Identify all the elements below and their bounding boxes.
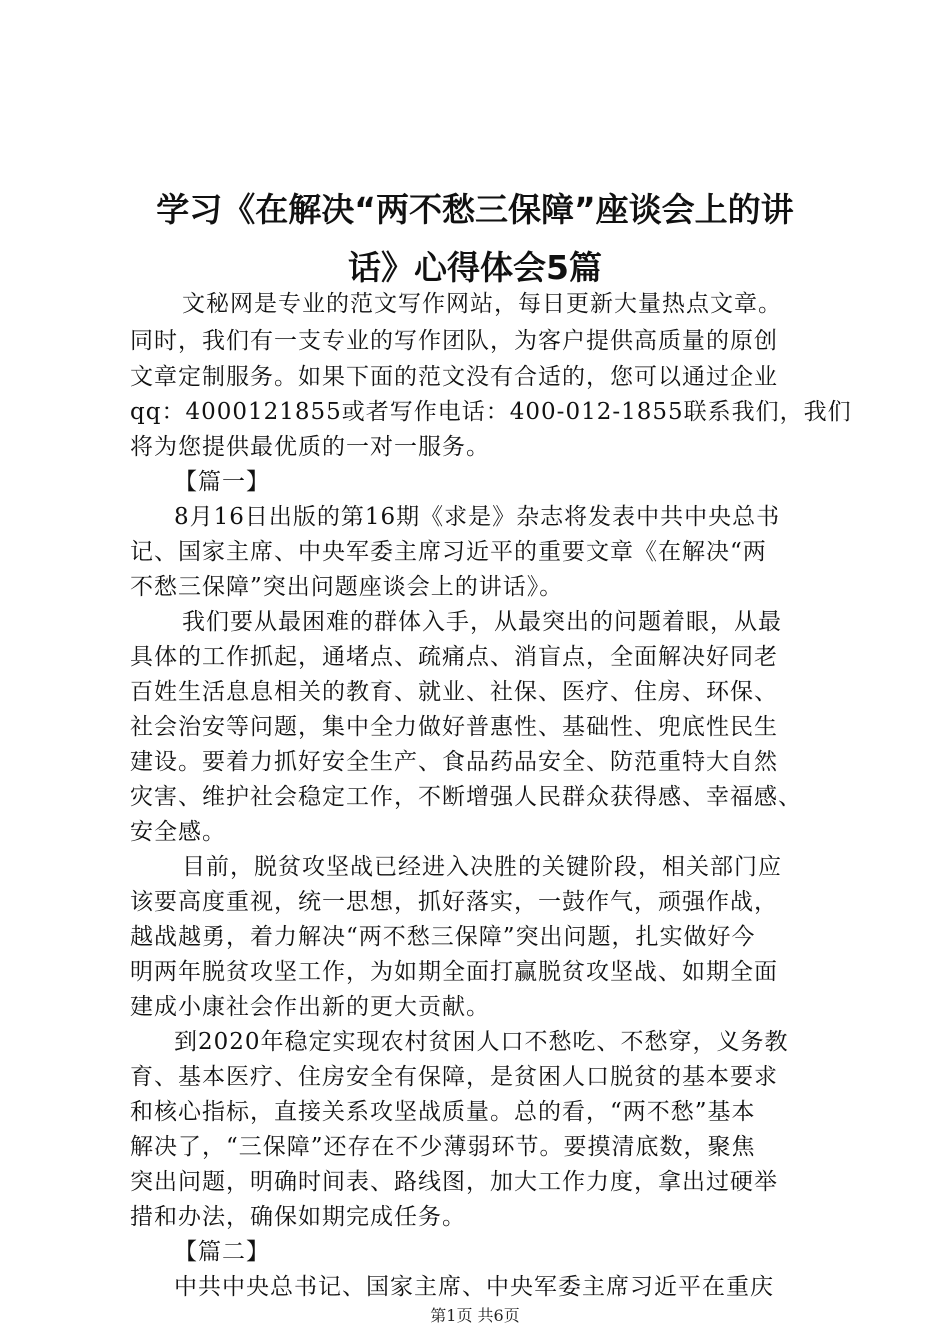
paragraph-line: 措和办法，确保如期完成任务。 — [130, 1204, 466, 1230]
paragraph-line: 8月16日出版的第16期《求是》杂志将发表中共中央总书 — [174, 504, 781, 530]
paragraph-line: 我们要从最困难的群体入手，从最突出的问题着眼，从最 — [182, 609, 782, 635]
paragraph-line: 文秘网是专业的范文写作网站，每日更新大量热点文章。 — [182, 291, 782, 317]
paragraph-line: qq：4000121855或者写作电话：400-012-1855联系我们，我们 — [130, 399, 852, 425]
paragraph-line: 越战越勇，着力解决“两不愁三保障”突出问题，扎实做好今 — [130, 924, 756, 950]
paragraph-line: 文章定制服务。如果下面的范文没有合适的，您可以通过企业 — [130, 364, 778, 390]
paragraph-line: 安全感。 — [130, 819, 226, 845]
paragraph-line: 突出问题，明确时间表、路线图，加大工作力度，拿出过硬举 — [130, 1169, 778, 1195]
paragraph-line: 建成小康社会作出新的更大贡献。 — [130, 994, 490, 1020]
paragraph-line: 到2020年稳定实现农村贫困人口不愁吃、不愁穿，义务教 — [174, 1029, 789, 1055]
section-heading: 【篇一】 — [174, 469, 270, 495]
document-title-line-1: 学习《在解决“两不愁三保障”座谈会上的讲 — [156, 190, 794, 229]
document-title-line-2: 话》心得体会5篇 — [348, 248, 602, 287]
paragraph-line: 不愁三保障”突出问题座谈会上的讲话》。 — [130, 574, 564, 600]
paragraph-line: 建设。要着力抓好安全生产、食品药品安全、防范重特大自然 — [130, 749, 778, 775]
paragraph-line: 明两年脱贫攻坚工作，为如期全面打赢脱贫攻坚战、如期全面 — [130, 959, 778, 985]
paragraph-line: 社会治安等问题，集中全力做好普惠性、基础性、兜底性民生 — [130, 714, 778, 740]
paragraph-line: 目前，脱贫攻坚战已经进入决胜的关键阶段，相关部门应 — [182, 854, 782, 880]
paragraph-line: 和核心指标，直接关系攻坚战质量。总的看，“两不愁”基本 — [130, 1099, 756, 1125]
paragraph-line: 解决了，“三保障”还存在不少薄弱环节。要摸清底数，聚焦 — [130, 1134, 756, 1160]
paragraph-line: 具体的工作抓起，通堵点、疏痛点、消盲点，全面解决好同老 — [130, 644, 778, 670]
paragraph-line: 记、国家主席、中央军委主席习近平的重要文章《在解决“两 — [130, 539, 767, 565]
page-footer: 第1页 共6页 — [430, 1306, 520, 1325]
paragraph-line: 中共中央总书记、国家主席、中央军委主席习近平在重庆 — [174, 1274, 774, 1300]
paragraph-line: 将为您提供最优质的一对一服务。 — [130, 434, 490, 460]
paragraph-line: 育、基本医疗、住房安全有保障，是贫困人口脱贫的基本要求 — [130, 1064, 778, 1090]
paragraph-line: 该要高度重视，统一思想，抓好落实，一鼓作气，顽强作战， — [130, 889, 778, 915]
paragraph-line: 灾害、维护社会稳定工作，不断增强人民群众获得感、幸福感、 — [130, 784, 802, 810]
paragraph-line: 百姓生活息息相关的教育、就业、社保、医疗、住房、环保、 — [130, 679, 778, 705]
section-heading: 【篇二】 — [174, 1239, 270, 1265]
paragraph-line: 同时，我们有一支专业的写作团队，为客户提供高质量的原创 — [130, 328, 778, 354]
